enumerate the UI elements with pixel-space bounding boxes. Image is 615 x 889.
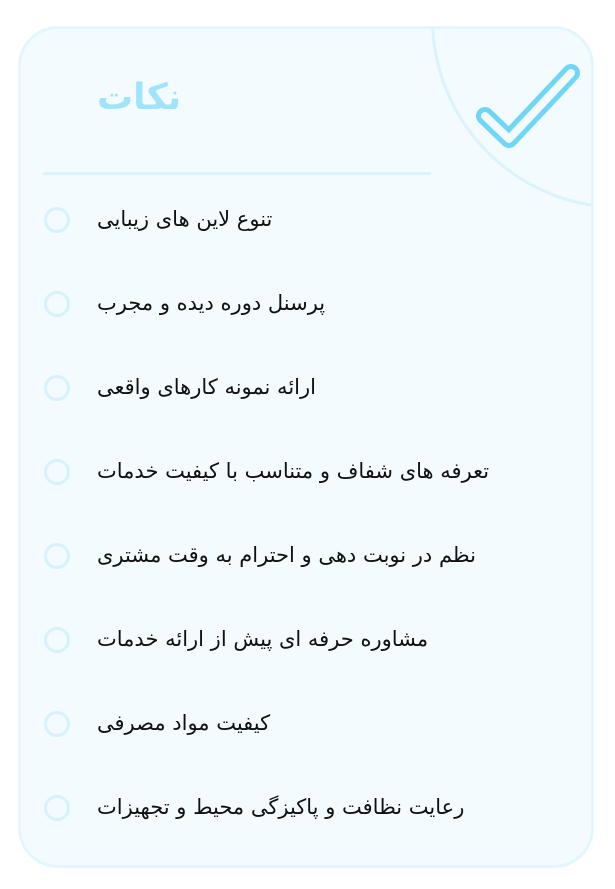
circle-bullet-icon: [44, 291, 70, 317]
tips-list: [21, 29, 594, 868]
list-item: [21, 286, 594, 326]
list-item-label: رعایت نظافت و پاکیزگی محیط و تجهیزات: [97, 795, 465, 819]
list-item: [21, 538, 594, 578]
list-item-label: کیفیت مواد مصرفی: [97, 711, 271, 735]
circle-bullet-icon: [44, 627, 70, 653]
list-item-label: مشاوره حرفه ای پیش از ارائه خدمات: [97, 627, 429, 651]
circle-bullet-icon: [44, 543, 70, 569]
card-title: نکات: [97, 77, 182, 118]
list-item-label: تعرفه های شفاف و متناسب با کیفیت خدمات: [97, 459, 490, 483]
circle-bullet-icon: [44, 375, 70, 401]
list-item-label: نظم در نوبت دهی و احترام به وقت مشتری: [97, 543, 476, 567]
tips-card: [18, 26, 594, 868]
circle-bullet-icon: [44, 459, 70, 485]
circle-bullet-icon: [44, 795, 70, 821]
circle-bullet-icon: [44, 711, 70, 737]
list-item: [21, 790, 594, 830]
list-item: [21, 370, 594, 410]
list-item-label: ارائه نمونه کارهای واقعی: [97, 375, 316, 399]
list-item: [21, 622, 594, 662]
list-item-label: تنوع لاین های زیبایی: [97, 207, 273, 231]
list-item-label: پرسنل دوره دیده و مجرب: [97, 291, 326, 315]
list-item: [21, 202, 594, 242]
list-item: [21, 454, 594, 494]
circle-bullet-icon: [44, 207, 70, 233]
list-item: [21, 706, 594, 746]
